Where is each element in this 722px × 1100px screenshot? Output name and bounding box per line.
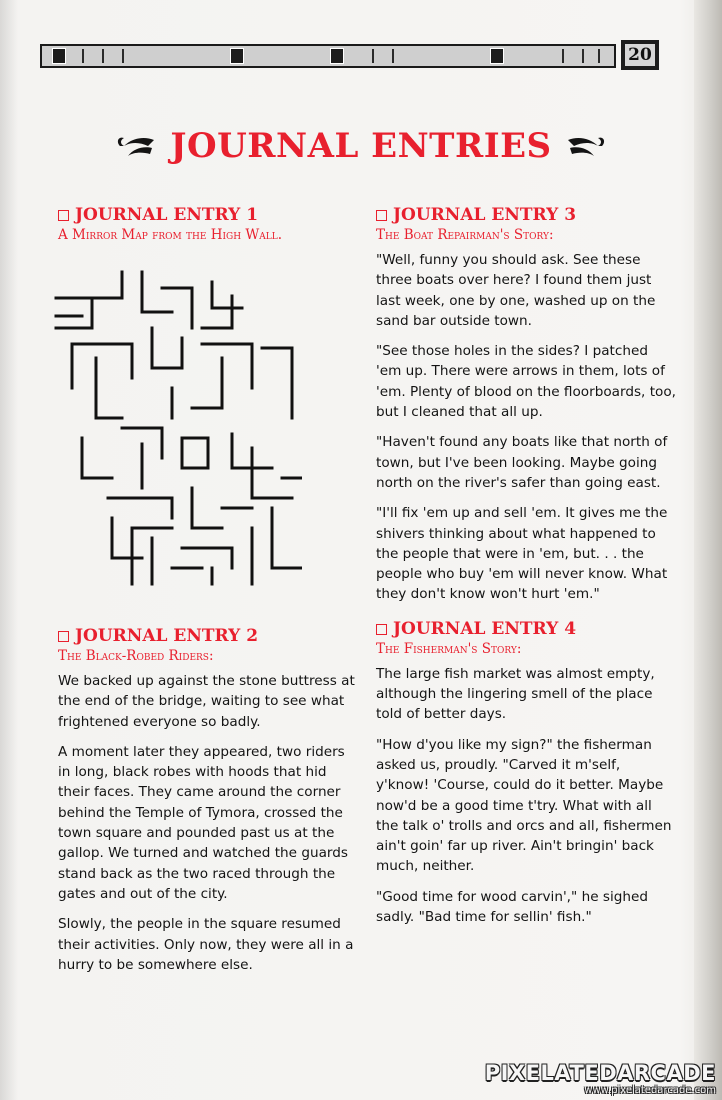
header-tick — [392, 49, 394, 63]
entry-paragraph: "I'll fix 'em up and sell 'em. It gives me the shivers thinking about what happened to the people that were in 'em, but. . . the people who buy 'em will never know. What they don't know won't hurt 'em." — [376, 505, 668, 603]
title-row — [0, 116, 722, 176]
entry-subtitle: A Mirror Map from the High Wall. — [58, 227, 282, 243]
entry-heading — [58, 205, 358, 226]
entry-subtitle: The Boat Repairman's Story: — [376, 227, 554, 243]
entry-heading-text: JOURNAL ENTRY 1 — [75, 205, 259, 225]
checkbox-icon — [376, 210, 387, 221]
entry-paragraph: "Haven't found any boats like that north of town, but I've been looking. Maybe going north on the river's safer than going east. — [376, 434, 668, 491]
checkbox-icon — [58, 631, 69, 642]
header-tick — [582, 49, 584, 63]
entry-paragraph: "Well, funny you should ask. See these three boats over here? I found them just last week, one by one, washed up on the sand bar outside town. — [376, 252, 656, 329]
header-tick — [562, 49, 564, 63]
entry-paragraph: A moment later they appeared, two riders in long, black robes with hoods that hid their faces. They came around the corner behind the Temple of Tymora, crossed the town square and pounded past us at the gallop. We turned and watched the guards stand back as the two raced through the gates and out of the city. — [58, 743, 348, 902]
watermark-url: www.pixelatedarcade.com — [584, 1085, 716, 1096]
header-block-ornament — [490, 48, 504, 64]
entry-subtitle: The Black-Robed Riders: — [58, 648, 214, 664]
watermark-logo-text: PIXELATEDARCADE — [484, 1061, 716, 1085]
watermark — [485, 1061, 716, 1096]
entry-heading-text: JOURNAL ENTRY 4 — [393, 618, 577, 639]
entry-paragraph: The large fish market was almost empty, although the lingering smell of the place told of better days. — [376, 665, 655, 723]
entry-heading — [376, 619, 676, 640]
mirror-map-maze — [52, 268, 302, 588]
entry-heading-text: JOURNAL ENTRY 3 — [393, 205, 577, 225]
header-tick — [598, 49, 600, 63]
entry-subtitle: The Fisherman's Story: — [376, 640, 522, 657]
header-block-ornament — [330, 48, 344, 64]
checkbox-icon — [58, 210, 69, 221]
left-flourish-icon — [114, 132, 156, 160]
right-flourish-icon — [566, 132, 608, 160]
page-title: JOURNAL ENTRIES — [170, 126, 552, 166]
header-tick — [102, 49, 104, 63]
header-bar — [40, 44, 616, 68]
entry-heading — [376, 205, 676, 226]
journal-entry-2 — [58, 626, 358, 985]
page-number: 20 — [625, 44, 655, 66]
right-column — [376, 205, 676, 937]
journal-entry-3 — [376, 205, 676, 605]
journal-entry-1 — [58, 205, 358, 244]
entry-heading-text: JOURNAL ENTRY 2 — [75, 626, 259, 646]
header-tick — [122, 49, 124, 63]
checkbox-icon — [376, 624, 387, 635]
header-tick — [82, 49, 84, 63]
journal-entry-4 — [376, 619, 676, 928]
entry-heading — [58, 626, 358, 647]
entry-paragraph: We backed up against the stone buttress at the end of the bridge, waiting to see what frightened everyone so badly. — [58, 673, 355, 730]
header-block-ornament — [230, 48, 244, 64]
entry-paragraph: "See those holes in the sides? I patched 'em up. There were arrows in them, lots of 'em. Plenty of blood on the floorboards, too, but I cleaned that all up. — [376, 343, 676, 421]
entry-paragraph: "Good time for wood carvin'," he sighed sadly. "Bad time for sellin' fish." — [376, 888, 648, 926]
entry-paragraph: Slowly, the people in the square resumed their activities. Only now, they were all in a hurry to be somewhere else. — [58, 916, 354, 973]
page-number-badge — [621, 40, 659, 70]
left-column — [58, 205, 358, 973]
header-block-ornament — [52, 48, 66, 64]
entry-paragraph: "How d'you like my sign?" the fisherman asked us, proudly. "Carved it m'self, y'know! 'Course, could do it better. Maybe now'd be a good time t'try. What with all the talk o' trolls and orcs and all, fishermen ain't goin' far up river. Ain't bringin' back much, neither. — [376, 736, 672, 875]
header-tick — [372, 49, 374, 63]
